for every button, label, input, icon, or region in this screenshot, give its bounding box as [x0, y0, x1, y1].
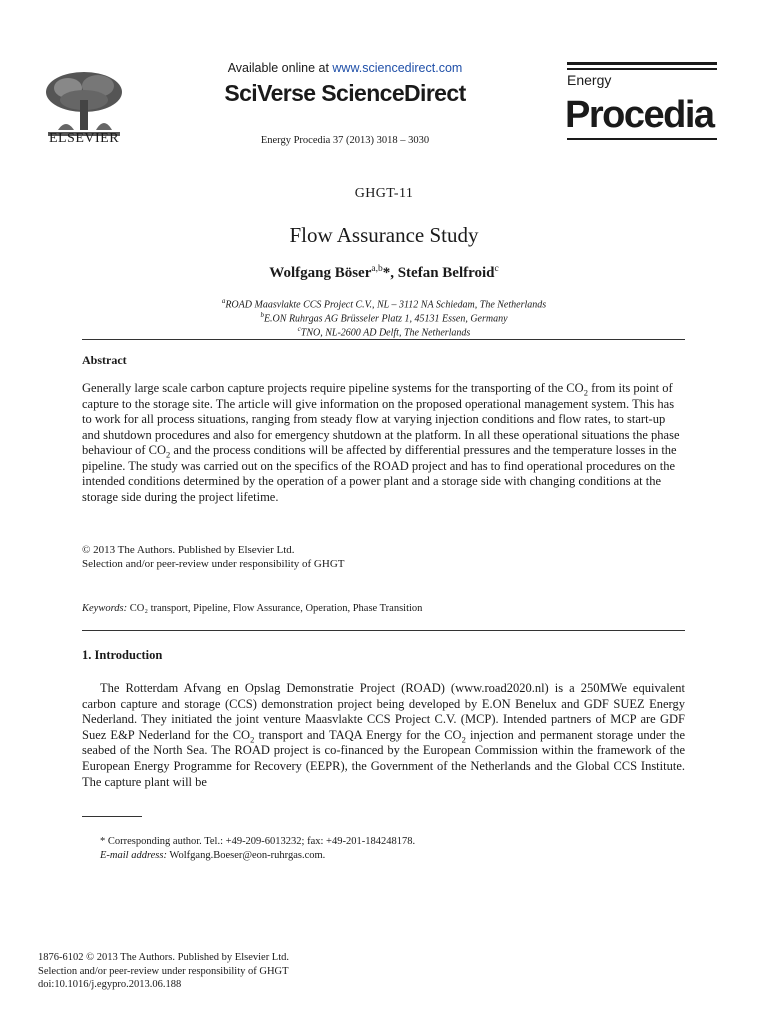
journal-citation: Energy Procedia 37 (2013) 3018 – 3030 — [260, 135, 430, 146]
keywords-line — [82, 603, 422, 614]
author-list — [0, 264, 768, 282]
available-text: Available online at — [227, 61, 333, 75]
author-name: Wolfgang Böser — [269, 265, 372, 281]
affiliation-a: $^a$ROAD Maasvlakte CCS Project C.V., NL – 3112 NA Schiedam, The Netherlands — [221, 297, 547, 311]
availability-line — [150, 61, 540, 75]
keywords-label: Keywords: — [82, 603, 128, 614]
journal-name-energy: Energy — [567, 72, 612, 88]
footnote-rule — [82, 816, 142, 817]
introduction-body: The Rotterdam Afvang en Opslag Demonstratie Project (ROAD) (www.road2020.nl) is a 250MWe equivalent carbon capture and storage (CCS) demonstration project being developed by E.ON Benelux and GDF SUEZ Energy Nederland. They initiated the joint venture Maasvlakte CCS Project C.V. (MCP). Intended partners of MCP are GDF Suez E&P Nederland for the $CO_2$ transport and TAQA Energy for the $CO_2$ injection and permanent storage under the seabed of the North Sea. The ROAD project is co-financed by the European Commission within the framework of the European Energy Programme for Recovery (EEPR), the Government of the Netherlands and the Global CCS Institute. The capture plant will be — [82, 681, 685, 789]
footer-review: Selection and/or peer-review under responsibility of GHGT — [38, 965, 289, 977]
section-heading-introduction: 1. Introduction — [82, 648, 163, 662]
divider-bottom — [82, 630, 685, 631]
author-affil-sup: a,b — [371, 264, 383, 274]
author-mark: *, — [382, 265, 398, 281]
procedia-bottom-rule — [567, 138, 717, 140]
sciencedirect-link[interactable]: www.sciencedirect.com — [332, 61, 463, 75]
affiliation-c: $^c$TNO, NL-2600 AD Delft, The Netherlands — [297, 325, 471, 339]
footer-issn: 1876-6102 © 2013 The Authors. Published by Elsevier Ltd. — [38, 952, 290, 963]
journal-name-procedia: Procedia — [565, 94, 714, 136]
article-title: Flow Assurance Study — [289, 223, 479, 247]
abstract-heading: Abstract — [82, 353, 127, 367]
page-footer — [38, 951, 289, 992]
conference-label: GHGT-11 — [354, 186, 414, 201]
footnote — [100, 835, 415, 863]
keywords-list: CO₂ transport, Pipeline, Flow Assurance, Operation, Phase Transition — [127, 603, 423, 614]
author-name: Stefan Belfroid — [397, 265, 495, 281]
email-label: E-mail address: — [100, 850, 167, 861]
email-address[interactable]: Wolfgang.Boeser@eon-ruhrgas.com. — [166, 850, 326, 861]
elsevier-wordmark: ELSEVIER — [48, 131, 120, 146]
footer-doi[interactable]: doi:10.1016/j.egypro.2013.06.188 — [38, 979, 182, 990]
affiliation-b: $^b$E.ON Ruhrgas AG Brüsseler Platz 1, 45131 Essen, Germany — [260, 311, 508, 325]
abstract-copyright: © 2013 The Authors. Published by Elsevier Ltd. Selection and/or peer-review under responsibility of GHGT — [82, 544, 345, 570]
sciverse-logo: SciVerse ScienceDirect — [224, 80, 466, 106]
author-affil-sup: c — [494, 264, 499, 274]
corresponding-author: * Corresponding author. Tel.: +49-209-6013232; fax: +49-201-184248178. — [100, 836, 416, 847]
divider-top — [82, 339, 685, 340]
abstract-body: Generally large scale carbon capture projects require pipeline systems for the transporting of the $CO_2$ from its point of capture to the storage site. The article will give information on the proposed operational management system. This has to work for all process situations, ranging from steady flow at varying injection conditions and flow rates, to start-up and shutdown procedures and also for emergency shutdown at the platform. In all these operational situations the phase behaviour of $CO_2$ and the process conditions will be affected by differential pressures and the temperature losses in the pipeline. The study was carried out on the specifics of the ROAD project and has to find operational procedures on the intended conditions determined by the operation of a power plant and a storage side with changing conditions at the storage side during the project lifetime. — [82, 381, 680, 504]
